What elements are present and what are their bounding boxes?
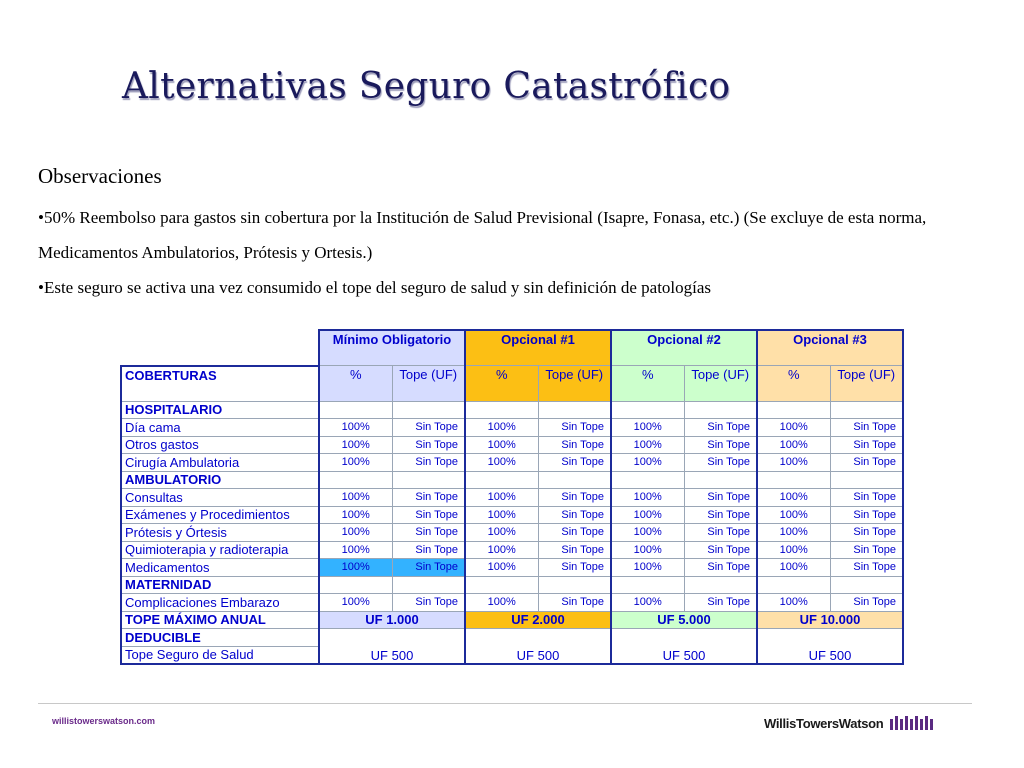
pct-cell: 100% (465, 559, 538, 577)
deducible-value: UF 500 (611, 629, 757, 665)
tope-cell: Sin Tope (684, 436, 757, 454)
tope-cell: Sin Tope (392, 436, 465, 454)
pct-cell: 100% (319, 454, 392, 472)
pct-cell: 100% (465, 541, 538, 559)
pct-cell: 100% (465, 454, 538, 472)
bullet-item: •Este seguro se activa una vez consumido el tope del seguro de salud y sin definición de patologías (38, 278, 712, 297)
pct-cell: 100% (611, 454, 684, 472)
pct-cell: 100% (319, 559, 392, 577)
row-label: Complicaciones Embarazo (121, 594, 319, 612)
tope-cell: Sin Tope (538, 506, 611, 524)
deducible-row (121, 629, 903, 647)
coverage-table (120, 329, 904, 665)
pct-header: % (757, 366, 830, 402)
table-row (121, 524, 903, 542)
row-label: Quimioterapia y radioterapia (121, 541, 319, 559)
tope-maximo-value: UF 1.000 (319, 611, 465, 629)
tope-cell: Sin Tope (538, 541, 611, 559)
row-label: Exámenes y Procedimientos (121, 506, 319, 524)
pct-cell: 100% (319, 436, 392, 454)
pct-cell: 100% (611, 489, 684, 507)
tope-maximo-value: UF 5.000 (611, 611, 757, 629)
pct-cell: 100% (319, 506, 392, 524)
table-row (121, 506, 903, 524)
tope-cell: Sin Tope (830, 594, 903, 612)
deducible-value: UF 500 (319, 629, 465, 665)
tope-cell: Sin Tope (684, 489, 757, 507)
pct-cell: 100% (611, 594, 684, 612)
pct-header: % (465, 366, 538, 402)
tope-cell: Sin Tope (684, 506, 757, 524)
deducible-value: UF 500 (465, 629, 611, 665)
tope-cell: Sin Tope (392, 489, 465, 507)
observaciones-heading: Observaciones (38, 164, 162, 188)
tope-cell: Sin Tope (684, 419, 757, 437)
table-row (121, 419, 903, 437)
plan-header-row (121, 330, 903, 366)
plan-header: Opcional #1 (465, 330, 611, 366)
pct-cell: 100% (319, 489, 392, 507)
row-label: Medicamentos (121, 559, 319, 577)
tope-seguro-label: Tope Seguro de Salud (121, 646, 319, 664)
slide-title: Alternativas Seguro Catastrófico (122, 66, 731, 107)
tope-cell: Sin Tope (392, 454, 465, 472)
coberturas-header: COBERTURAS (121, 366, 319, 402)
tope-cell: Sin Tope (392, 594, 465, 612)
pct-cell: 100% (611, 541, 684, 559)
tope-cell: Sin Tope (830, 559, 903, 577)
plan-header: Opcional #3 (757, 330, 903, 366)
tope-header: Tope (UF) (392, 366, 465, 402)
tope-cell: Sin Tope (830, 436, 903, 454)
row-label: Consultas (121, 489, 319, 507)
deducible-label: DEDUCIBLE (121, 629, 319, 647)
table-row (121, 454, 903, 472)
pct-cell: 100% (465, 524, 538, 542)
tope-cell: Sin Tope (684, 541, 757, 559)
tope-cell: Sin Tope (830, 454, 903, 472)
row-label: Prótesis y Órtesis (121, 524, 319, 542)
table-row (121, 541, 903, 559)
tope-maximo-row (121, 611, 903, 629)
wtw-logo-icon (890, 716, 934, 730)
tope-cell: Sin Tope (392, 524, 465, 542)
tope-cell: Sin Tope (538, 419, 611, 437)
section-row (121, 401, 903, 419)
tope-cell: Sin Tope (830, 541, 903, 559)
tope-cell: Sin Tope (392, 559, 465, 577)
pct-cell: 100% (757, 489, 830, 507)
empty-corner (121, 330, 319, 366)
table-row (121, 436, 903, 454)
pct-cell: 100% (465, 506, 538, 524)
tope-header: Tope (UF) (684, 366, 757, 402)
tope-cell: Sin Tope (830, 419, 903, 437)
table-row (121, 559, 903, 577)
pct-cell: 100% (465, 436, 538, 454)
row-label: Cirugía Ambulatoria (121, 454, 319, 472)
bullet-list (38, 200, 998, 305)
pct-cell: 100% (757, 419, 830, 437)
pct-cell: 100% (757, 506, 830, 524)
column-header-row (121, 366, 903, 402)
tope-maximo-value: UF 2.000 (465, 611, 611, 629)
pct-cell: 100% (611, 524, 684, 542)
table-row (121, 594, 903, 612)
tope-cell: Sin Tope (538, 489, 611, 507)
bullet-item: •50% Reembolso para gastos sin cobertura por la Institución de Salud Previsional (Isapre, Fonasa, etc.) (Se excluye de esta norma, Medicamentos Ambulatorios, Prótesis y Ortesis.) (38, 208, 927, 262)
pct-cell: 100% (319, 524, 392, 542)
tope-cell: Sin Tope (684, 454, 757, 472)
pct-cell: 100% (465, 419, 538, 437)
tope-header: Tope (UF) (538, 366, 611, 402)
row-label: Día cama (121, 419, 319, 437)
tope-cell: Sin Tope (538, 524, 611, 542)
tope-cell: Sin Tope (684, 594, 757, 612)
footer-url[interactable]: willistowerswatson.com (52, 716, 156, 726)
pct-cell: 100% (757, 594, 830, 612)
plan-header: Opcional #2 (611, 330, 757, 366)
pct-cell: 100% (465, 489, 538, 507)
pct-cell: 100% (757, 454, 830, 472)
pct-cell: 100% (611, 559, 684, 577)
tope-cell: Sin Tope (538, 436, 611, 454)
pct-header: % (319, 366, 392, 402)
pct-cell: 100% (465, 594, 538, 612)
pct-cell: 100% (611, 436, 684, 454)
tope-cell: Sin Tope (392, 541, 465, 559)
row-label: Otros gastos (121, 436, 319, 454)
tope-cell: Sin Tope (830, 524, 903, 542)
footer-divider (38, 703, 972, 704)
tope-cell: Sin Tope (538, 559, 611, 577)
section-row (121, 471, 903, 489)
section-label: HOSPITALARIO (121, 401, 319, 419)
pct-cell: 100% (611, 506, 684, 524)
tope-cell: Sin Tope (830, 506, 903, 524)
tope-cell: Sin Tope (538, 594, 611, 612)
tope-cell: Sin Tope (684, 524, 757, 542)
plan-header: Mínimo Obligatorio (319, 330, 465, 366)
section-label: AMBULATORIO (121, 471, 319, 489)
tope-maximo-label: TOPE MÁXIMO ANUAL (121, 611, 319, 629)
pct-cell: 100% (757, 541, 830, 559)
pct-cell: 100% (319, 419, 392, 437)
tope-header: Tope (UF) (830, 366, 903, 402)
pct-cell: 100% (757, 524, 830, 542)
deducible-value: UF 500 (757, 629, 903, 665)
tope-maximo-value: UF 10.000 (757, 611, 903, 629)
tope-cell: Sin Tope (392, 506, 465, 524)
pct-cell: 100% (611, 419, 684, 437)
tope-cell: Sin Tope (684, 559, 757, 577)
pct-cell: 100% (757, 436, 830, 454)
tope-cell: Sin Tope (538, 454, 611, 472)
pct-cell: 100% (319, 594, 392, 612)
pct-header: % (611, 366, 684, 402)
pct-cell: 100% (319, 541, 392, 559)
footer-brand: WillisTowersWatson (764, 716, 884, 731)
tope-cell: Sin Tope (392, 419, 465, 437)
pct-cell: 100% (757, 559, 830, 577)
section-label: MATERNIDAD (121, 576, 319, 594)
table-row (121, 489, 903, 507)
section-row (121, 576, 903, 594)
tope-cell: Sin Tope (830, 489, 903, 507)
